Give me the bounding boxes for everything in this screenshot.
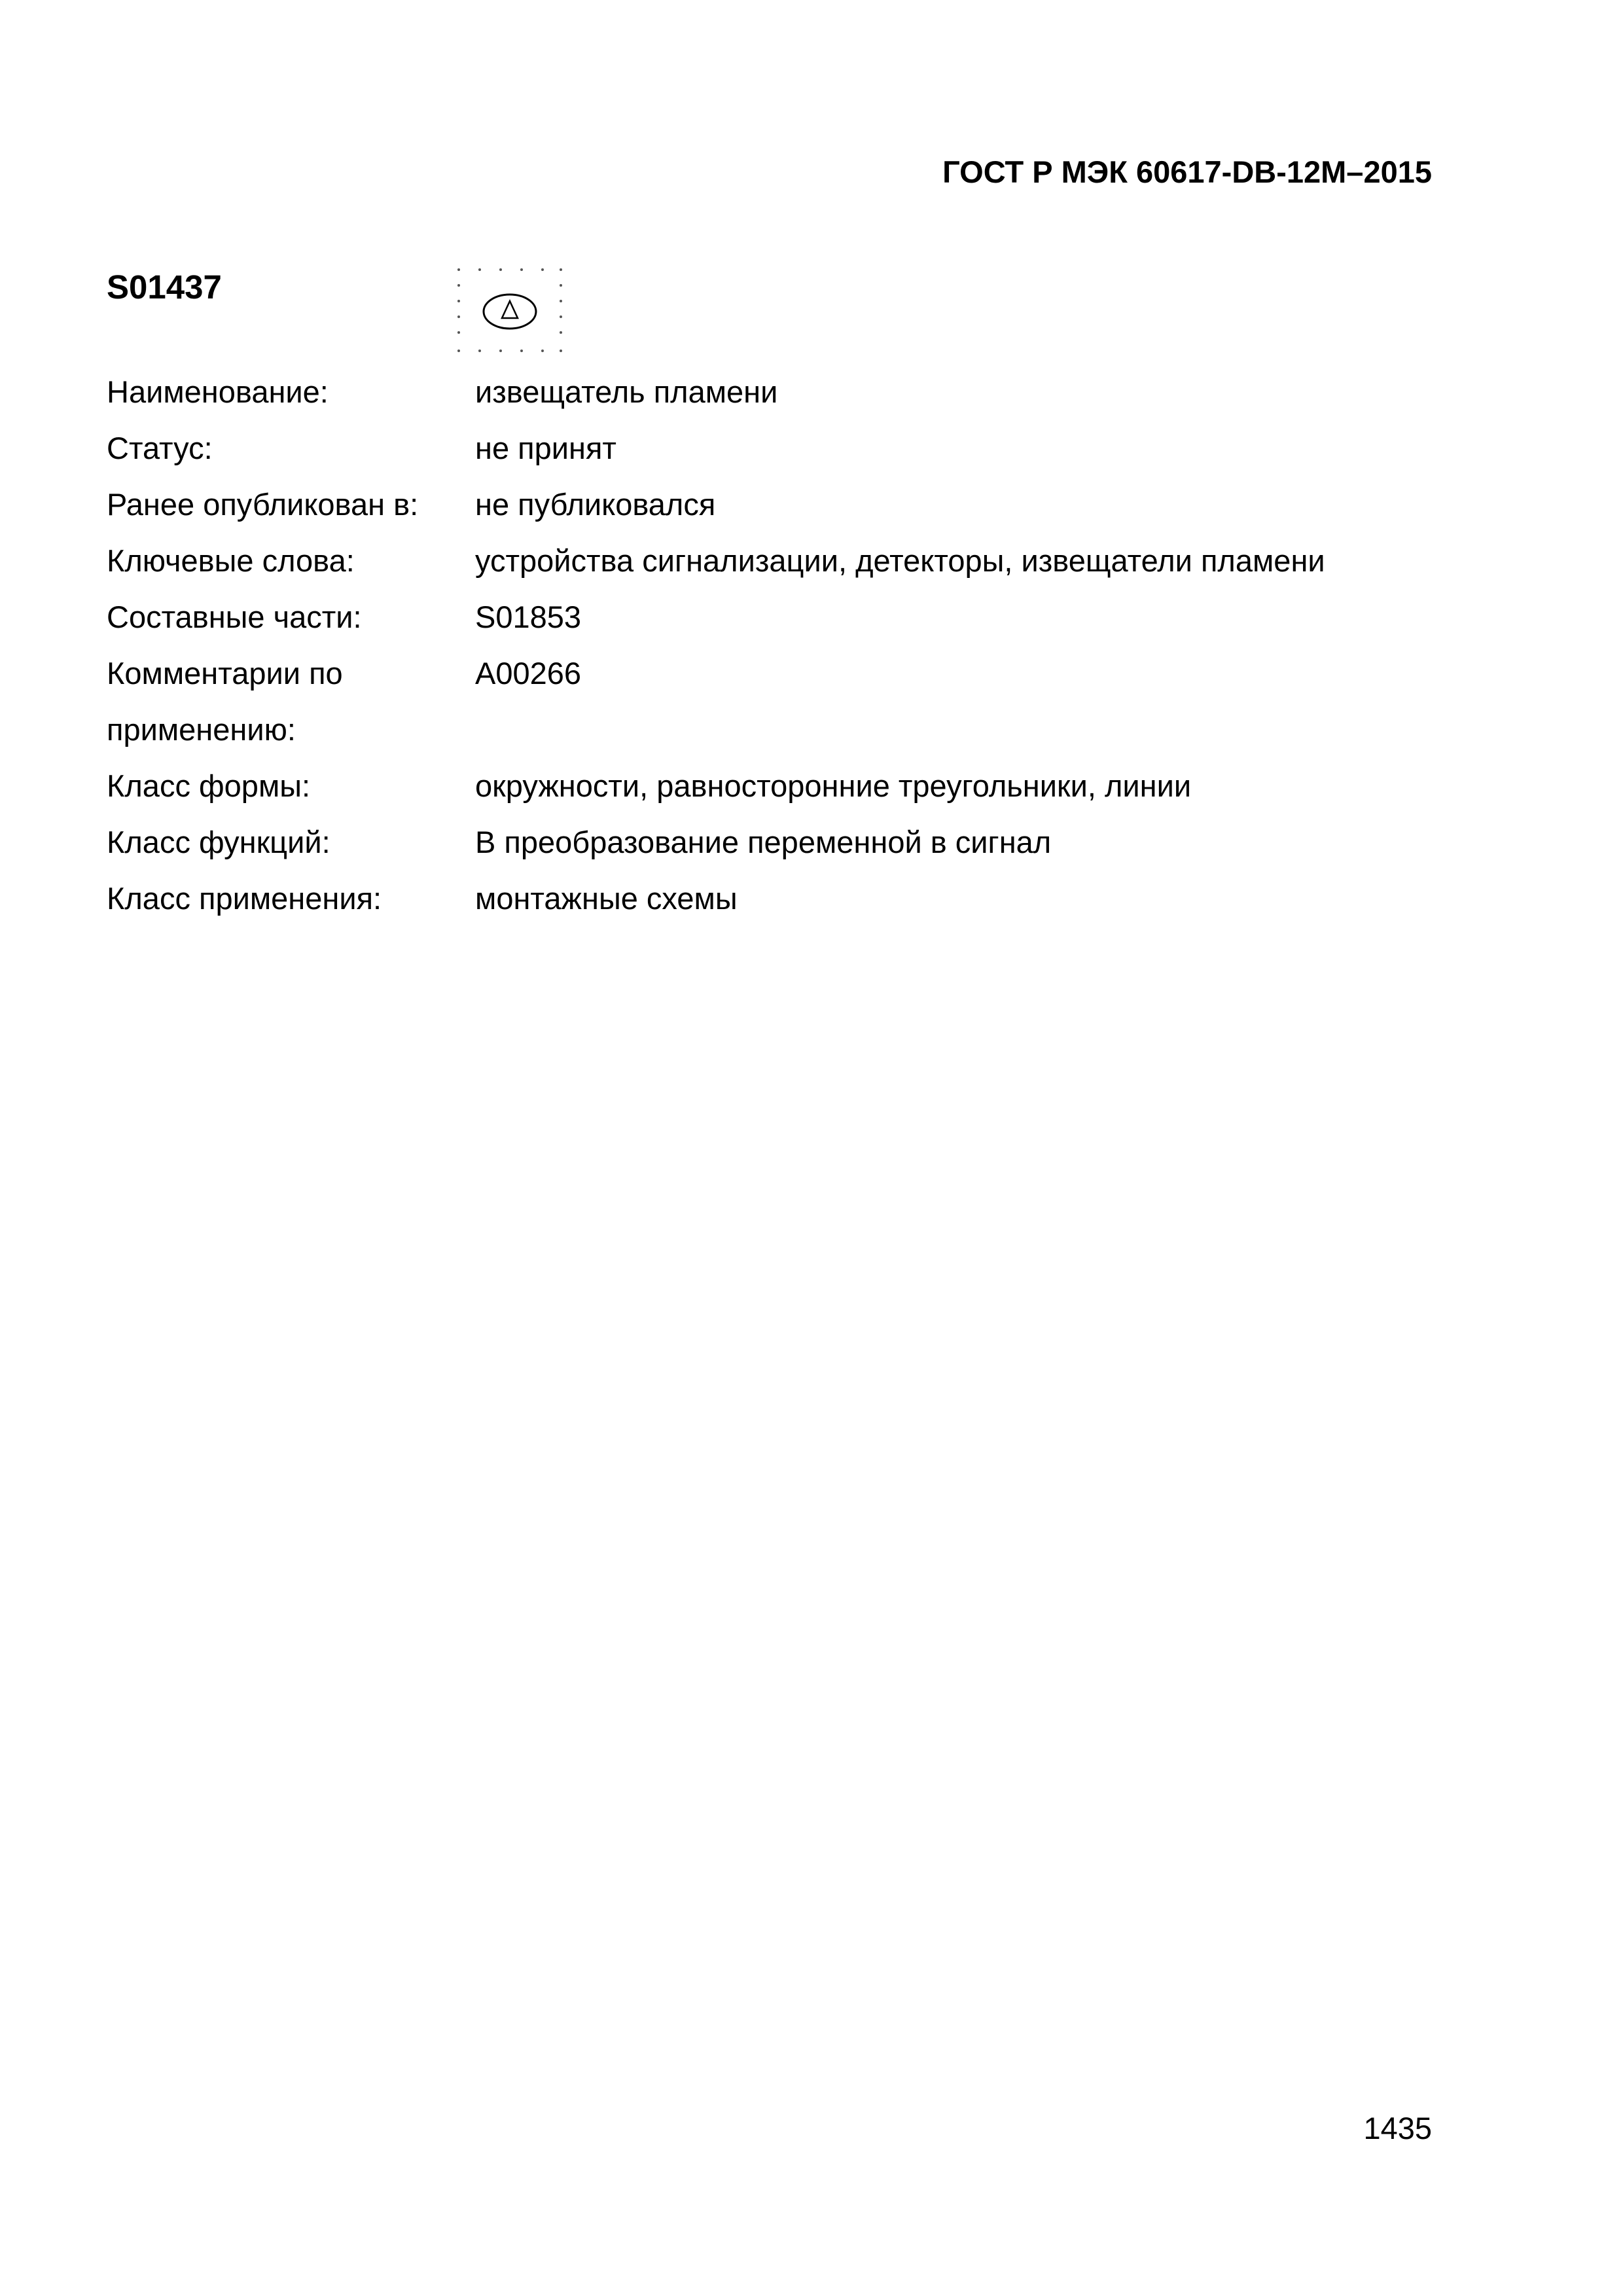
property-label: Класс формы:	[107, 768, 311, 803]
property-label: Комментарии по применению:	[107, 656, 343, 747]
property-label: Ключевые слова:	[107, 543, 355, 578]
page-number: 1435	[1363, 2111, 1432, 2145]
symbol-id: S01437	[107, 268, 222, 306]
flame-detector-symbol-icon	[456, 267, 563, 355]
property-row-status	[107, 420, 1337, 476]
property-value: окружности, равносторонние треугольники, линии	[475, 768, 1192, 803]
property-row-function-class	[107, 814, 1337, 870]
property-row-name	[107, 364, 1337, 420]
document-standard-header: ГОСТ Р МЭК 60617-DB-12М–2015	[942, 154, 1432, 189]
property-label: Статус:	[107, 431, 213, 465]
property-row-published-in	[107, 476, 1337, 533]
property-value: не принят	[475, 431, 616, 465]
property-row-components	[107, 589, 1337, 645]
property-value: не публиковался	[475, 487, 716, 522]
property-value: извещатель пламени	[475, 374, 778, 409]
property-value: устройства сигнализации, детекторы, извещатели пламени	[475, 543, 1325, 578]
symbol-properties-table	[107, 364, 1337, 927]
property-label: Класс функций:	[107, 825, 330, 859]
property-label: Составные части:	[107, 600, 362, 634]
property-value: монтажные схемы	[475, 881, 738, 916]
property-value: A00266	[475, 656, 582, 691]
property-label: Наименование:	[107, 374, 329, 409]
property-value: B преобразование переменной в сигнал	[475, 825, 1052, 859]
property-row-keywords	[107, 533, 1337, 589]
property-row-application-notes	[107, 645, 1337, 758]
property-label: Ранее опубликован в:	[107, 487, 419, 522]
property-row-shape-class	[107, 758, 1337, 814]
property-row-application-class	[107, 870, 1337, 927]
property-label: Класс применения:	[107, 881, 382, 916]
property-value: S01853	[475, 600, 582, 634]
